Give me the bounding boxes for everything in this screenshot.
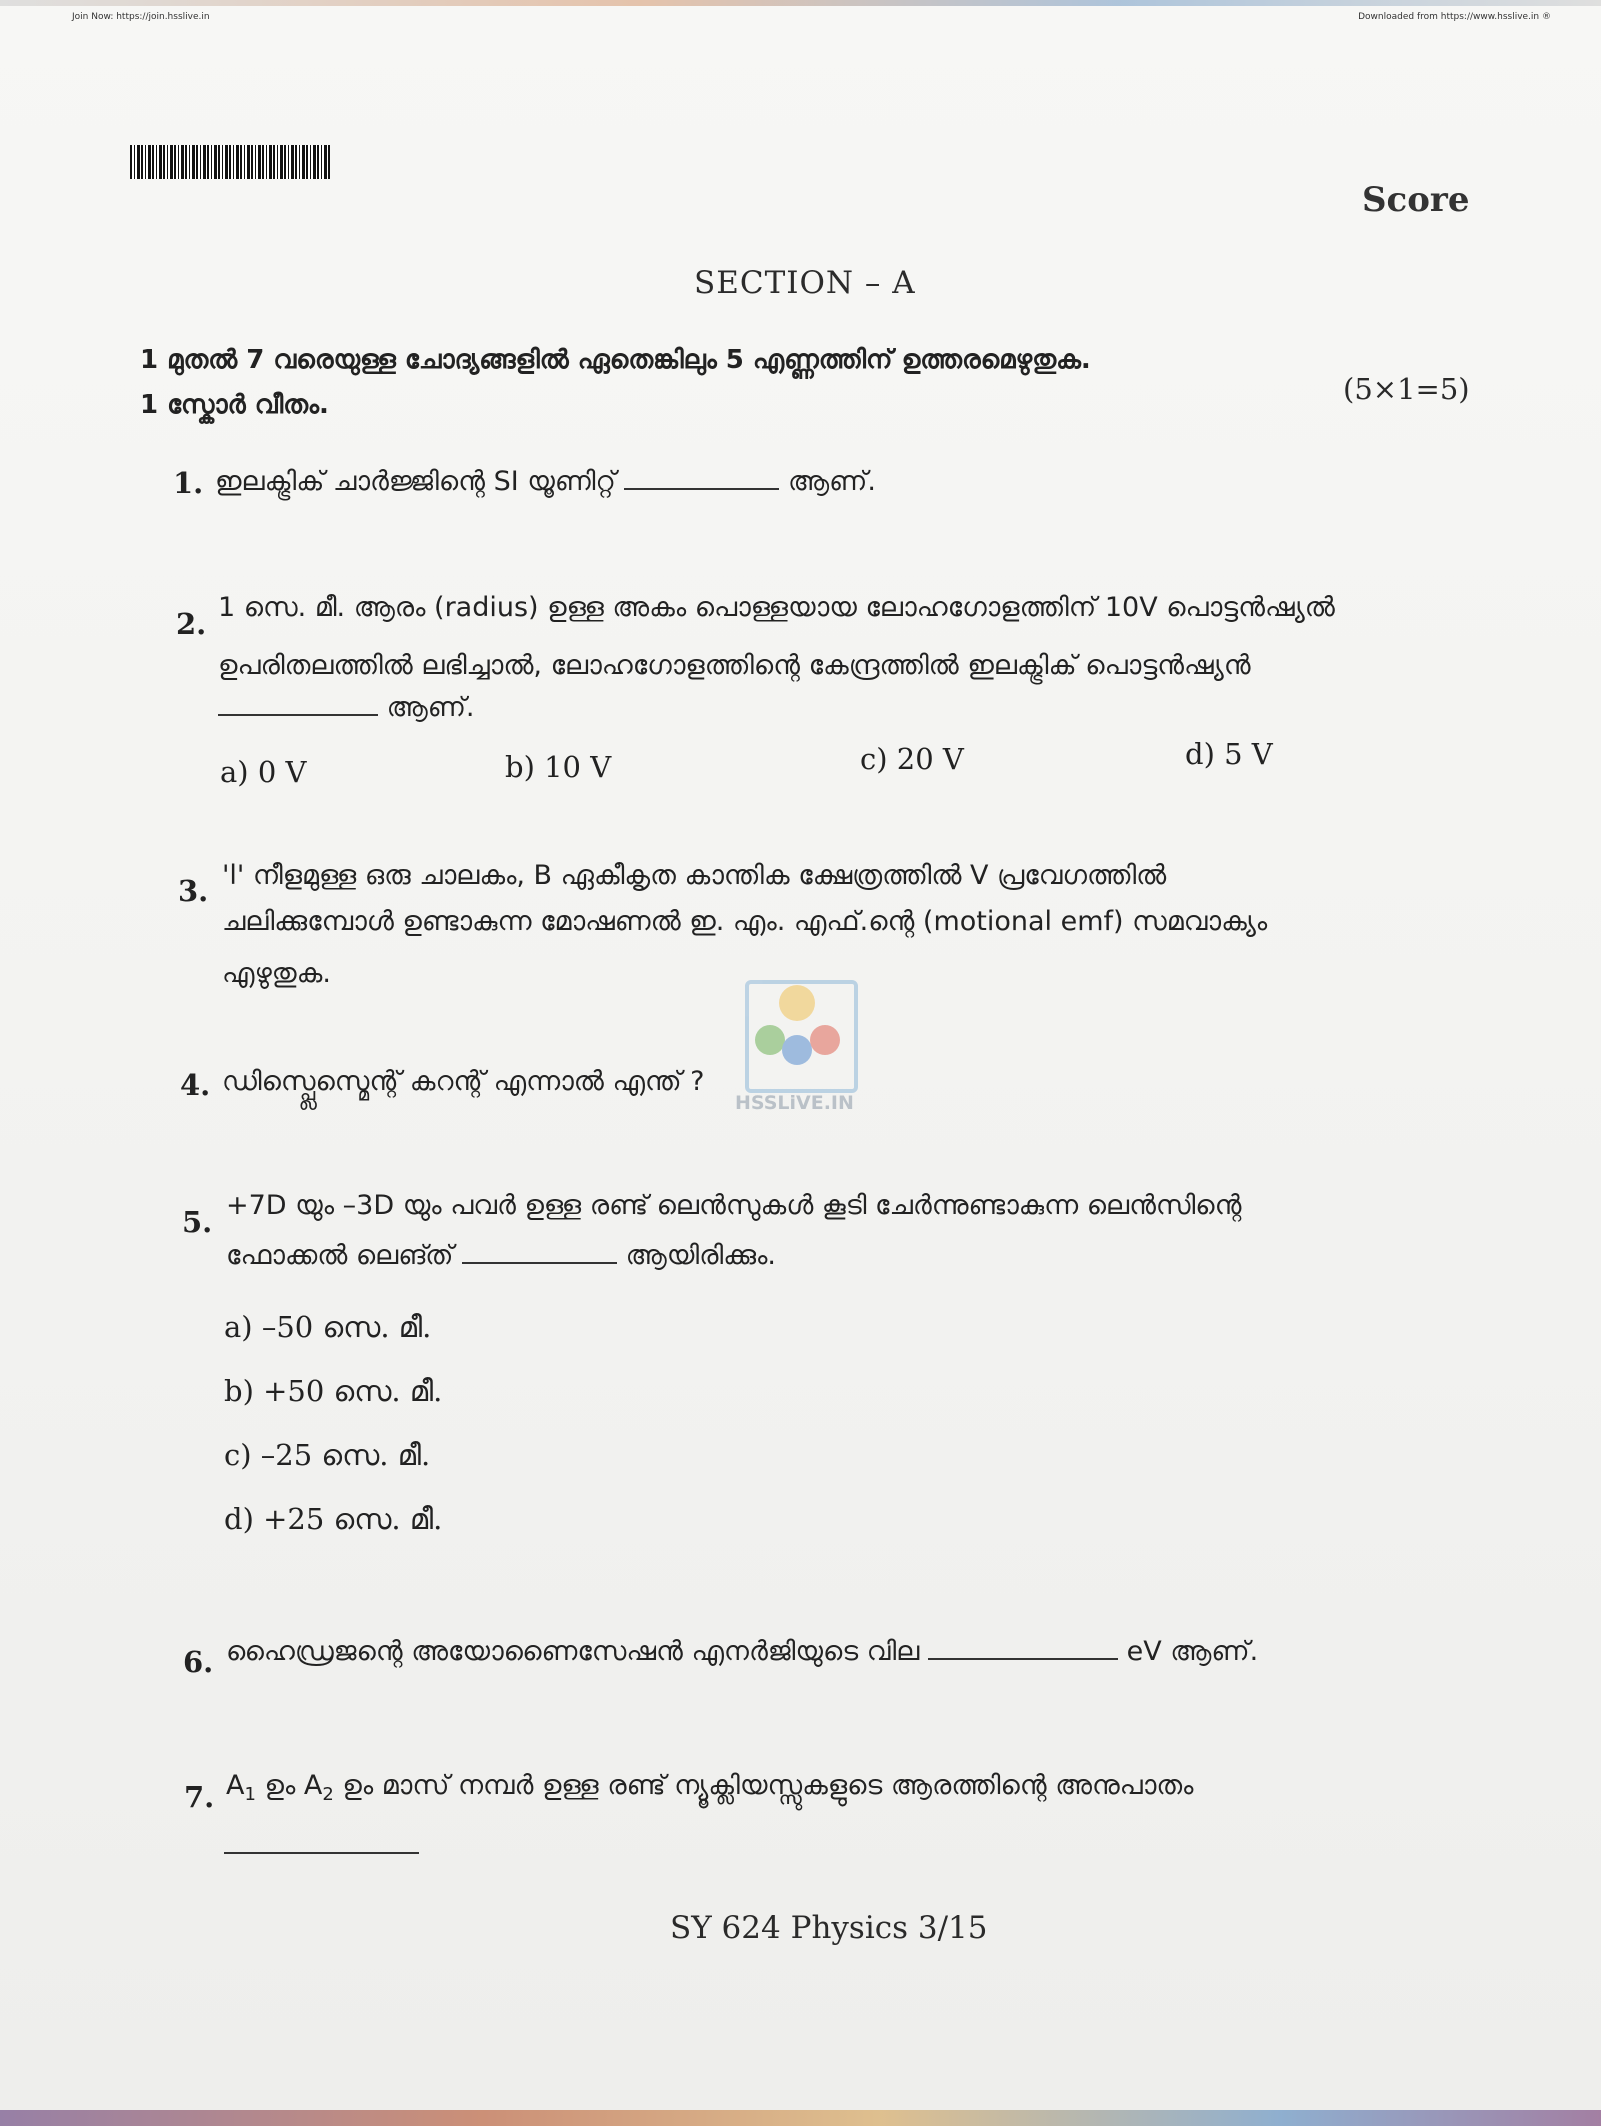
- question-5-number: 5.: [182, 1205, 213, 1239]
- page-bottom-edge: [0, 2110, 1601, 2126]
- question-2-blank: [218, 713, 378, 716]
- instruction-line-2: 1 സ്കോർ വീതം.: [140, 390, 329, 420]
- question-2-option-b: b) 10 V: [505, 750, 612, 784]
- question-2-line-3-text: ആണ്.: [386, 692, 475, 723]
- watermark-text: HSSLiVE.IN: [735, 1092, 854, 1114]
- section-title: SECTION – A: [694, 265, 916, 301]
- page-footer: SY 624 Physics 3/15: [670, 1910, 988, 1946]
- header-download-link[interactable]: Downloaded from https://www.hsslive.in ®: [1358, 12, 1551, 22]
- question-7-a-sub-2: 2: [322, 1784, 334, 1805]
- score-label: Score: [1362, 180, 1470, 220]
- question-7-blank: [224, 1851, 419, 1854]
- question-6-text-b: eV ആണ്.: [1126, 1636, 1259, 1667]
- question-1-text-b: ആണ്.: [788, 466, 876, 497]
- question-2-option-a: a) 0 V: [220, 755, 307, 789]
- question-2-line-3: [218, 692, 475, 724]
- marks-allocation: (5×1=5): [1343, 372, 1470, 406]
- question-7-mid: ഉം A: [264, 1770, 323, 1801]
- question-5-line-2: [226, 1240, 776, 1272]
- question-2-number: 2.: [176, 607, 207, 641]
- question-2-option-d: d) 5 V: [1185, 737, 1273, 771]
- question-1-number: 1.: [173, 466, 204, 500]
- question-5-option-b: b) +50 സെ. മീ.: [224, 1374, 443, 1408]
- question-7-number: 7.: [184, 1780, 215, 1814]
- hsslive-watermark: [735, 980, 865, 1120]
- question-5-option-c: c) –25 സെ. മീ.: [224, 1438, 431, 1472]
- question-5-option-d: d) +25 സെ. മീ.: [224, 1502, 443, 1536]
- question-3-number: 3.: [178, 874, 209, 908]
- question-4-number: 4.: [180, 1068, 211, 1102]
- question-2-line-1: 1 സെ. മീ. ആരം (radius) ഉള്ള അകം പൊള്ളയായ ലോഹഗോളത്തിന് 10V പൊട്ടൻഷ്യൽ: [218, 592, 1335, 623]
- question-5-option-a: a) –50 സെ. മീ.: [224, 1310, 432, 1344]
- question-6-text-a: ഹൈഡ്രജന്റെ അയോണൈസേഷൻ എനർജിയുടെ വില: [226, 1636, 920, 1667]
- question-5-line-2-a: ഫോക്കൽ ലെങ്ത്: [226, 1240, 454, 1271]
- question-2-line-2: ഉപരിതലത്തിൽ ലഭിച്ചാൽ, ലോഹഗോളത്തിന്റെ കേന്ദ്രത്തിൽ ഇലക്ട്രിക് പൊട്ടൻഷ്യൻ: [218, 650, 1251, 681]
- watermark-child-icon: [782, 1035, 812, 1065]
- page-top-edge: [0, 0, 1601, 6]
- question-7-a-sub-1: 1: [244, 1784, 256, 1805]
- question-7-text: [226, 1770, 1194, 1805]
- question-3-line-1: 'l' നീളമുള്ള ഒരു ചാലകം, B ഏകീകൃത കാന്തിക ക്ഷേത്രത്തിൽ V പ്രവേഗത്തിൽ: [222, 860, 1167, 891]
- question-6-text: [226, 1636, 1258, 1668]
- question-1-text-a: ഇലക്ട്രിക് ചാർജ്ജിന്റെ SI യൂണിറ്റ്: [215, 466, 616, 497]
- question-4-text: ഡിസ്പ്ലെസ്മെന്റ് കറന്റ് എന്നാൽ എന്ത് ?: [222, 1066, 705, 1097]
- watermark-sun-icon: [779, 985, 815, 1021]
- question-3-line-2: ചലിക്കുമ്പോൾ ഉണ്ടാകുന്ന മോഷണൽ ഇ. എം. എഫ്.ന്റെ (motional emf) സമവാക്യം: [222, 906, 1268, 937]
- watermark-child-icon: [755, 1025, 785, 1055]
- question-1-text: [215, 466, 876, 498]
- header-join-link[interactable]: Join Now: https://join.hsslive.in: [72, 12, 210, 22]
- barcode: [130, 145, 330, 179]
- question-5-line-2-b: ആയിരിക്കും.: [625, 1240, 777, 1271]
- instruction-line-1: 1 മുതൽ 7 വരെയുള്ള ചോദ്യങ്ങളിൽ ഏതെങ്കിലും 5 എണ്ണത്തിന് ഉത്തരമെഴുതുക.: [140, 345, 1091, 375]
- watermark-child-icon: [810, 1025, 840, 1055]
- question-1-blank: [624, 487, 779, 490]
- question-7-rest: ഉം മാസ് നമ്പർ ഉള്ള രണ്ട് ന്യൂക്ലിയസ്സുകളുടെ ആരത്തിന്റെ അനുപാതം: [342, 1770, 1194, 1801]
- question-3-line-3: എഴുതുക.: [222, 958, 331, 989]
- question-7-a: A: [226, 1770, 245, 1801]
- question-5-line-1: +7D യും –3D യും പവർ ഉള്ള രണ്ട് ലെൻസുകൾ കൂടി ചേർന്നുണ്ടാകുന്ന ലെൻസിന്റെ: [226, 1190, 1242, 1221]
- question-2-option-c: c) 20 V: [860, 742, 964, 776]
- question-5-blank: [462, 1261, 617, 1264]
- question-6-blank: [928, 1657, 1118, 1660]
- question-6-number: 6.: [183, 1645, 214, 1679]
